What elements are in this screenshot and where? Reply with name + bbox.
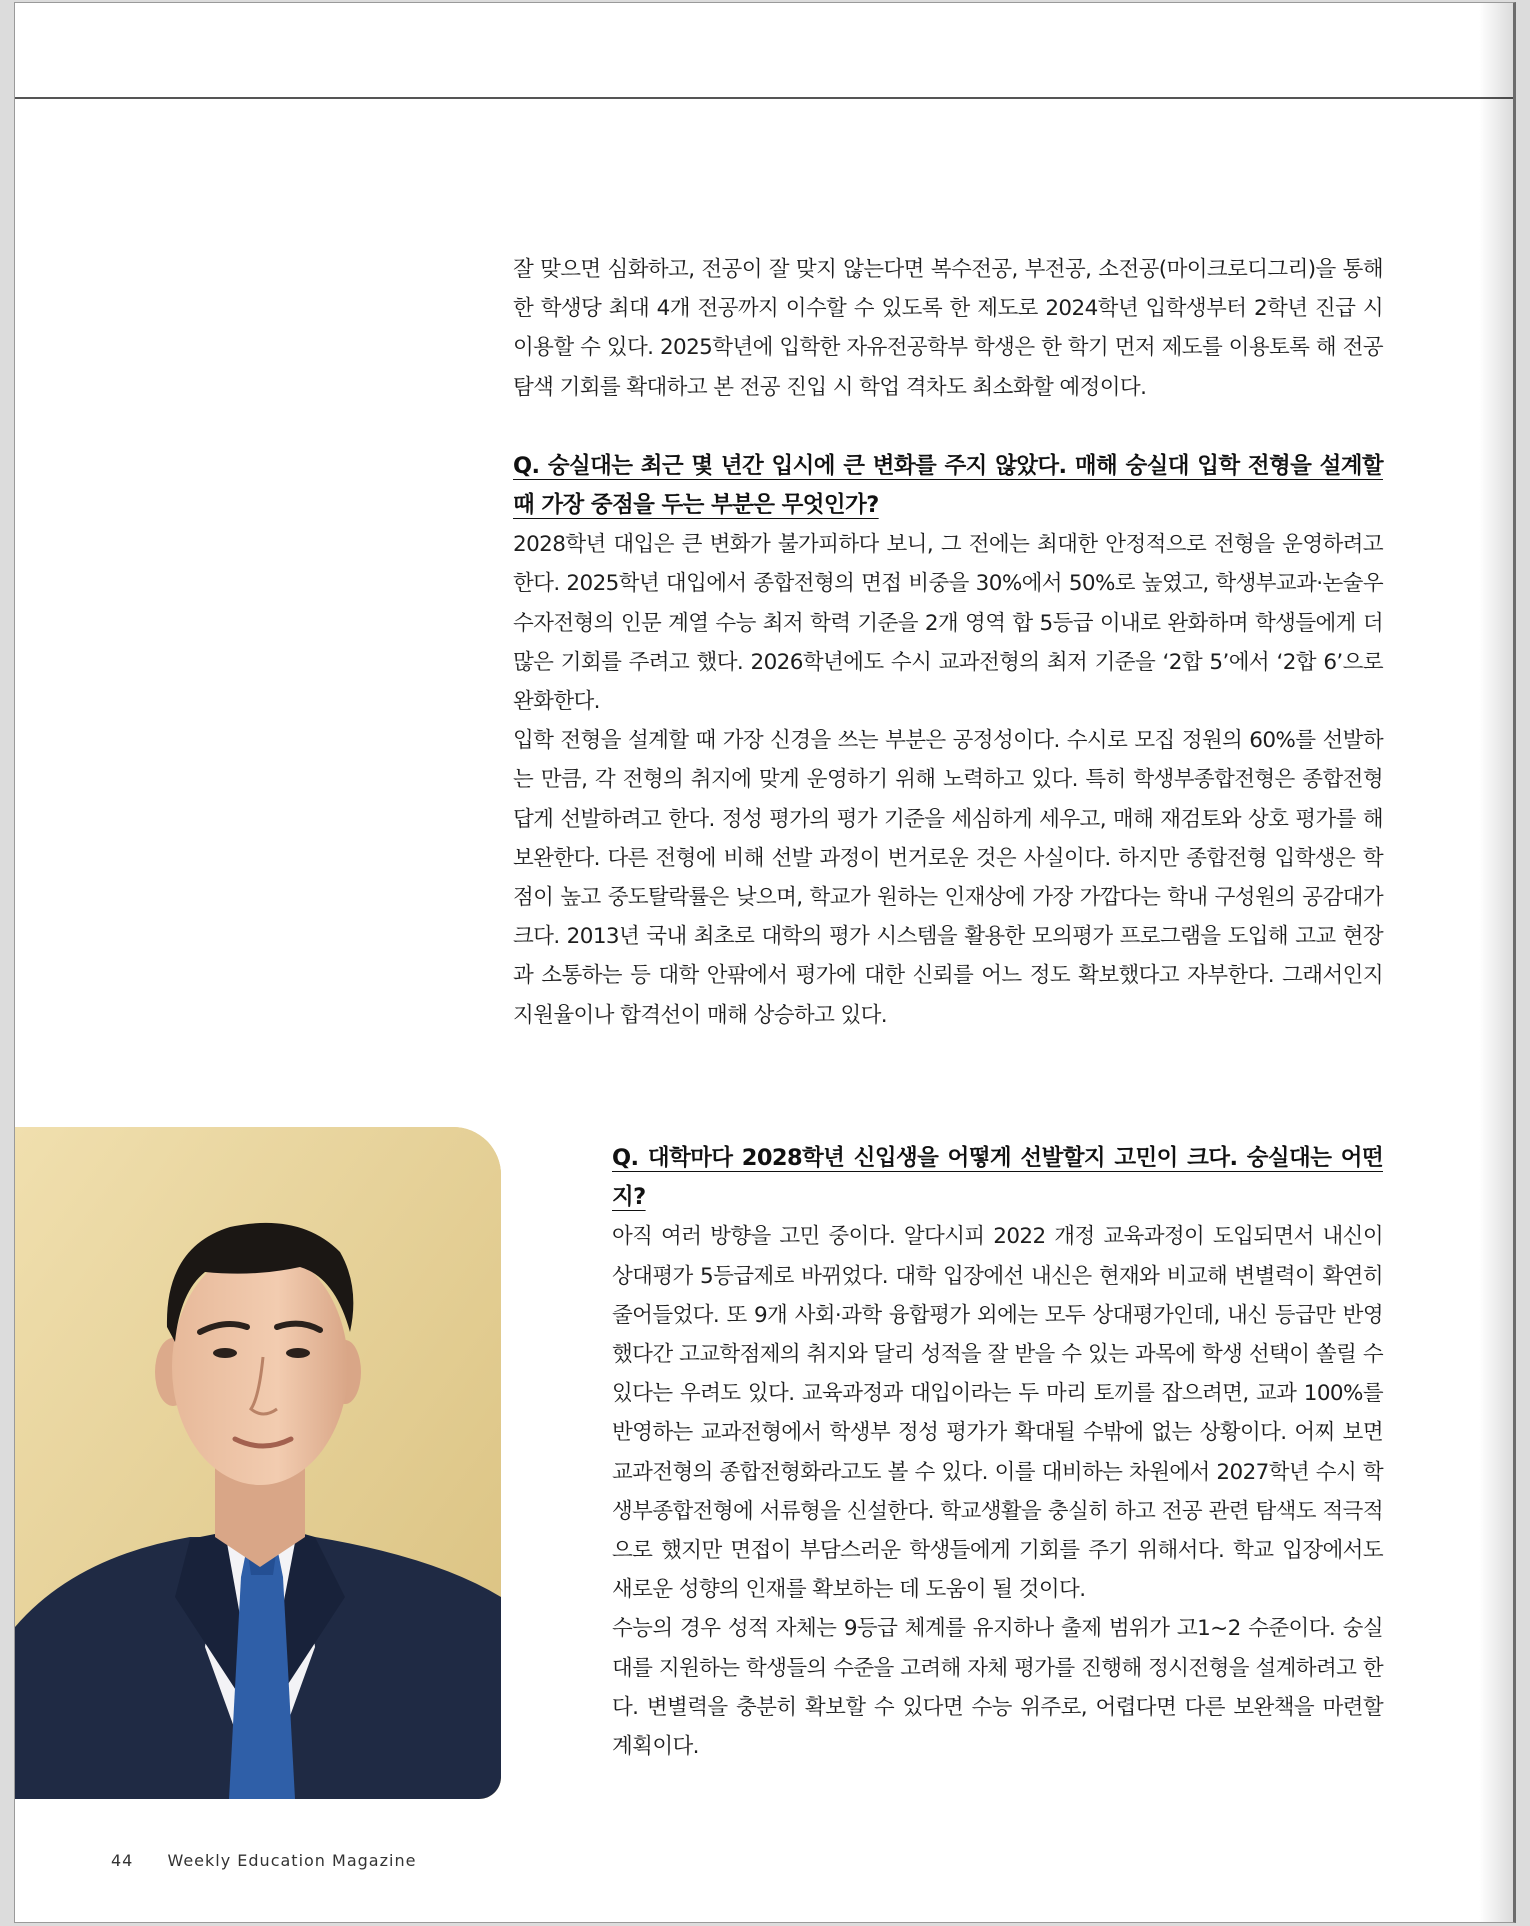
answer-2-paragraph-1: 아직 여러 방향을 고민 중이다. 알다시피 2022 개정 교육과정이 도입되면서 내신이 상대평가 5등급제로 바뀌었다. 대학 입장에선 내신은 현재와 비교해 변별력이 확연히 줄어들었다. 또 9개 사회·과학 융합평가 외에는 모두 상대평가인데, 내신 등급만 반영했다간 고교학점제의 취지와 달리 성적을 잘 받을 수 있는 과목에 학생 선택이 쏠릴 수 있다는 우려도 있다. 교육과정과 대입이라는 두 마리 토끼를 잡으려면, 교과 100%를 반영하는 교과전형에서 학생부 정성 평가가 확대될 수밖에 없는 상황이다. 어찌 보면 교과전형의 종합전형화라고도 볼 수 있다. 이를 대비하는 차원에서 2027학년 수시 학생부종합전형에 서류형을 신설한다. 학교생활을 충실히 하고 전공 관련 탐색도 적극적으로 했지만 면접이 부담스러운 학생들에게 기회를 주기 위해서다. 학교 입장에서도 새로운 성향의 인재를 확보하는 데 도움이 될 것이다. — [612, 1224, 1383, 1603]
page-number: 44 — [111, 1851, 134, 1870]
page-edge-shadow — [1479, 3, 1513, 1922]
interviewee-photo — [15, 1127, 501, 1799]
answer-1-paragraph-2: 입학 전형을 설계할 때 가장 신경을 쓰는 부분은 공정성이다. 수시로 모집 정원의 60%를 선발하는 만큼, 각 전형의 취지에 맞게 운영하기 위해 노력하고 있다. 특히 학생부종합전형은 종합전형답게 선발하려고 한다. 정성 평가의 평가 기준을 세심하게 세우고, 매해 재검토와 상호 평가를 해 보완한다. 다른 전형에 비해 선발 과정이 번거로운 것은 사실이다. 하지만 종합전형 입학생은 학점이 높고 중도탈락률은 낮으며, 학교가 원하는 인재상에 가장 가깝다는 학내 구성원의 공감대가 크다. 2013년 국내 최초로 대학의 평가 시스템을 활용한 모의평가 프로그램을 도입해 고교 현장과 소통하는 등 대학 안팎에서 평가에 대한 신뢰를 어느 정도 확보했다고 자부한다. 그래서인지 지원율이나 합격선이 매해 상승하고 있다. — [513, 728, 1383, 1028]
article-column-upper — [513, 250, 1383, 1035]
answer-2-paragraph-2: 수능의 경우 성적 자체는 9등급 체계를 유지하나 출제 범위가 고1~2 수준이다. 숭실대를 지원하는 학생들의 수준을 고려해 자체 평가를 진행해 정시전형을 설계하려고 한다. 변별력을 충분히 확보할 수 있다면 수능 위주로, 어렵다면 다른 보완책을 마련할 계획이다. — [612, 1616, 1383, 1760]
intro-paragraph: 잘 맞으면 심화하고, 전공이 잘 맞지 않는다면 복수전공, 부전공, 소전공(마이크로디그리)을 통해 한 학생당 최대 4개 전공까지 이수할 수 있도록 한 제도로 2024학년 입학생부터 2학년 진급 시 이용할 수 있다. 2025학년에 입학한 자유전공학부 학생은 한 학기 먼저 제도를 이용토록 해 전공 탐색 기회를 확대하고 본 전공 진입 시 학업 격차도 최소화할 예정이다. — [513, 257, 1383, 400]
magazine-name: Weekly Education Magazine — [167, 1851, 417, 1870]
article-column-lower — [612, 1139, 1383, 1766]
header-band — [15, 3, 1513, 99]
page-footer — [111, 1851, 416, 1870]
question-1: Q. 숭실대는 최근 몇 년간 입시에 큰 변화를 주지 않았다. 매해 숭실대 입학 전형을 설계할 때 가장 중점을 두는 부분은 무엇인가? — [513, 452, 1383, 519]
answer-1-paragraph-1: 2028학년 대입은 큰 변화가 불가피하다 보니, 그 전에는 최대한 안정적으로 전형을 운영하려고 한다. 2025학년 대입에서 종합전형의 면접 비중을 30%에서 50%로 높였고, 학생부교과·논술우수자전형의 인문 계열 수능 최저 학력 기준을 2개 영역 합 5등급 이내로 완화하며 학생들에게 더 많은 기회를 주려고 했다. 2026학년에도 수시 교과전형의 최저 기준을 ‘2합 5’에서 ‘2합 6’으로 완화한다. — [513, 532, 1383, 715]
question-2: Q. 대학마다 2028학년 신입생을 어떻게 선발할지 고민이 크다. 숭실대는 어떤지? — [612, 1145, 1383, 1211]
magazine-page — [14, 2, 1516, 1923]
